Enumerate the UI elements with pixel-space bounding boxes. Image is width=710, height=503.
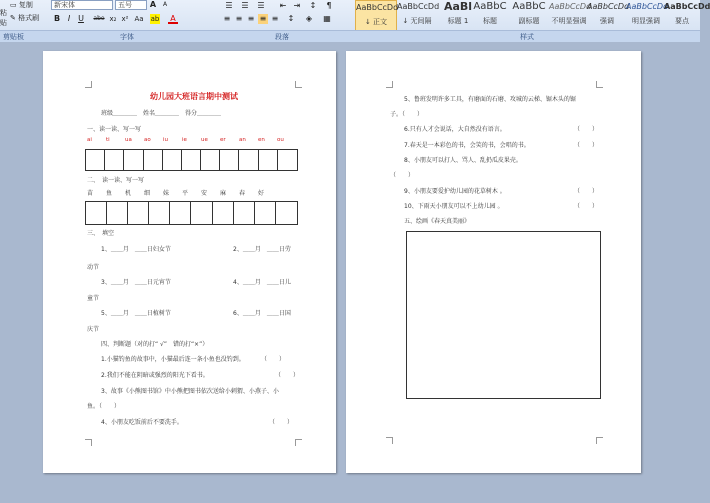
fill-item-2-cont: 动节 xyxy=(87,264,100,271)
writing-grid-1 xyxy=(85,149,298,171)
pinyin-label: ua xyxy=(125,137,132,143)
align-center-icon[interactable]: ≡ xyxy=(235,14,243,23)
increase-indent-icon[interactable]: ⇥ xyxy=(293,1,301,10)
pinyin-label: ie xyxy=(182,137,187,143)
document-page-2[interactable] xyxy=(346,51,641,473)
judge-item-2: 2.我们不能在阴暗或强烈的阳光下看书。 xyxy=(101,372,209,379)
multilevel-icon[interactable]: ☰ xyxy=(257,1,265,10)
style-intense-emphasis[interactable]: AaBbCcDd 明显强调 xyxy=(626,2,669,25)
character-label: 好 xyxy=(258,190,265,197)
pinyin-label: ai xyxy=(87,137,92,143)
judge-item-9: 9、小朋友要爱护幼儿园的花草树木 。 xyxy=(404,188,506,195)
borders-icon[interactable]: ▦ xyxy=(323,14,331,23)
judge-item-4: 4、小朋友吃饭前后不要洗手。 xyxy=(101,419,183,426)
underline-button[interactable]: U xyxy=(78,14,84,23)
section-5-heading: 五、绘画《春天真美丽》 xyxy=(404,218,471,225)
character-label: 安 xyxy=(201,190,208,197)
style-no-spacing[interactable]: AaBbCcDd ↓ 无间隔 xyxy=(397,2,440,25)
copy-button[interactable]: ▭ 复制 xyxy=(10,1,33,9)
format-painter-button[interactable]: ✎ 格式刷 xyxy=(10,14,40,22)
style-subtle-emphasis[interactable]: AaBbCcDd 不明显强调 xyxy=(549,2,592,25)
pinyin-label: en xyxy=(258,137,265,143)
margin-mark xyxy=(85,81,92,88)
fill-item-6: 6、＿＿月 ＿＿日国 xyxy=(233,310,291,317)
group-labels-bar xyxy=(0,30,700,42)
character-label: 机 xyxy=(125,190,132,197)
grid-cell xyxy=(170,202,191,224)
character-label: 细 xyxy=(144,190,151,197)
change-case-button[interactable]: Aa xyxy=(134,15,144,23)
grid-cell xyxy=(259,150,278,170)
grid-cell xyxy=(128,202,149,224)
brush-icon: ✎ xyxy=(10,14,16,22)
paragraph-group-label: 段落 xyxy=(275,33,289,41)
style-strong[interactable]: AaBbCcDd 要点 xyxy=(664,2,710,25)
style-subtitle[interactable]: AaBbC 副标题 xyxy=(512,1,546,25)
show-marks-icon[interactable]: ¶ xyxy=(326,1,332,10)
pinyin-label: ou xyxy=(277,137,284,143)
grid-cell xyxy=(105,150,124,170)
grid-cell xyxy=(86,202,107,224)
grid-cell xyxy=(182,150,201,170)
margin-mark xyxy=(85,439,92,446)
judge-item-8: 8、小朋友可以打人、骂人、乱扔瓜皮果壳。 xyxy=(404,157,522,164)
judge-item-6: 6.只有人才会说话，大自然没有语言。 xyxy=(404,126,506,133)
answer-paren: （ ） xyxy=(574,126,599,133)
margin-mark xyxy=(596,81,603,88)
clipboard-group-label: 剪贴板 xyxy=(3,33,24,41)
fill-item-3: 3、＿＿月 ＿＿日元宵节 xyxy=(101,279,171,286)
shading-icon[interactable]: ◈ xyxy=(305,14,313,23)
student-info-line: 班级＿＿＿＿ 姓名＿＿＿＿ 得分＿＿＿＿ xyxy=(101,110,222,117)
grid-cell xyxy=(213,202,234,224)
italic-button[interactable]: I xyxy=(67,14,71,23)
fill-item-4-cont: 童节 xyxy=(87,295,100,302)
styles-group-label: 样式 xyxy=(520,33,534,41)
grid-cell xyxy=(201,150,220,170)
grid-cell xyxy=(234,202,255,224)
grid-cell xyxy=(124,150,143,170)
document-page-1[interactable] xyxy=(43,51,336,473)
grid-cell xyxy=(144,150,163,170)
grid-cell xyxy=(163,150,182,170)
judge-item-5-cont: 子。（ ） xyxy=(390,111,424,118)
answer-paren: （ ） xyxy=(269,419,294,426)
margin-mark xyxy=(386,437,393,444)
font-group-label: 字体 xyxy=(120,33,134,41)
grow-font-button[interactable]: A xyxy=(149,0,157,9)
style-emphasis[interactable]: AaBbCcDd 强调 xyxy=(587,2,630,25)
character-label: 妹 xyxy=(163,190,170,197)
ribbon xyxy=(0,0,710,41)
judge-item-3-cont: 鱼。（ ） xyxy=(87,403,121,410)
answer-paren: （ ） xyxy=(261,356,286,363)
font-color-button[interactable]: A xyxy=(168,14,178,24)
superscript-button[interactable]: x² xyxy=(121,15,129,23)
paste-button[interactable]: 粘贴 xyxy=(0,9,7,27)
grid-cell xyxy=(149,202,170,224)
grid-cell xyxy=(255,202,276,224)
pinyin-label: er xyxy=(220,137,226,143)
answer-paren: （ ） xyxy=(574,142,599,149)
style-heading-1[interactable]: AaBl 标题 1 xyxy=(443,0,473,25)
section-1-heading: 一、读一读、写一写 xyxy=(87,126,142,133)
font-name-select[interactable]: 新宋体 xyxy=(51,0,113,10)
fill-item-2: 2、＿＿月 ＿＿日劳 xyxy=(233,246,291,253)
judge-item-3: 3、故事《小熊图书馆》中小熊把图书依次送给小刺猬、小燕子、小 xyxy=(101,388,279,395)
pinyin-label: ao xyxy=(144,137,151,143)
grid-cell xyxy=(192,202,213,224)
shrink-font-button[interactable]: A xyxy=(162,1,168,8)
bullets-icon[interactable]: ☰ xyxy=(225,1,233,10)
grid-cell xyxy=(239,150,258,170)
judge-item-7: 7.春天是一本彩色的书，会笑的书，会唱的书。 xyxy=(404,142,530,149)
margin-mark xyxy=(295,81,302,88)
answer-paren: （ ） xyxy=(275,372,300,379)
judge-item-10: 10、下雨天小朋友可以不上幼儿园 。 xyxy=(404,203,504,210)
answer-paren: （ ） xyxy=(574,203,599,210)
judge-item-5: 5、鲁班发明许多工具，有磨面的石磨、攻城的云梯、锯木头的锯 xyxy=(404,96,576,103)
subscript-button[interactable]: x₂ xyxy=(109,15,117,23)
character-label: 麻 xyxy=(220,190,227,197)
decrease-indent-icon[interactable]: ⇤ xyxy=(279,1,287,10)
grid-cell xyxy=(107,202,128,224)
judge-item-1: 1.小猫钓鱼的故事中，小猫最后连一条小鱼也没钓到。 xyxy=(101,356,245,363)
margin-mark xyxy=(596,437,603,444)
character-label: 苗 xyxy=(87,190,94,197)
bold-button[interactable]: B xyxy=(53,14,61,23)
judge-item-8-cont: （ ） xyxy=(390,172,415,179)
grid-cell xyxy=(86,150,105,170)
writing-grid-2 xyxy=(85,201,298,225)
pinyin-label: an xyxy=(239,137,246,143)
strikethrough-button[interactable]: abe xyxy=(93,15,105,22)
fill-item-6-cont: 庆节 xyxy=(87,326,100,333)
character-label: 平 xyxy=(182,190,189,197)
numbering-icon[interactable]: ☰ xyxy=(241,1,249,10)
character-label: 春 xyxy=(239,190,246,197)
fill-item-4: 4、＿＿月 ＿＿日儿 xyxy=(233,279,291,286)
pinyin-label: ue xyxy=(201,137,208,143)
pinyin-label: ti xyxy=(106,137,110,143)
grid-cell xyxy=(220,150,239,170)
fill-item-1: 1、＿＿月 ＿＿日妇女节 xyxy=(101,246,171,253)
document-title: 幼儿园大班语言期中测试 xyxy=(150,92,238,101)
justify-icon[interactable]: ≡ xyxy=(259,14,267,23)
drawing-box[interactable] xyxy=(406,231,601,399)
section-3-heading: 三、 填空 xyxy=(87,230,115,237)
line-spacing-icon[interactable]: ↕ xyxy=(287,14,295,23)
align-right-icon[interactable]: ≡ xyxy=(247,14,255,23)
style-title[interactable]: AaBbC 标题 xyxy=(473,1,507,25)
sort-icon[interactable]: ↕ xyxy=(309,1,317,10)
section-2-heading: 二、 读一读、写一写 xyxy=(87,177,145,184)
font-size-select[interactable]: 五号 xyxy=(115,0,147,10)
pinyin-label: iu xyxy=(163,137,169,143)
highlight-button[interactable]: ab xyxy=(150,15,160,23)
section-4-heading: 四、判断题（对的打“ √” 错的打“×”） xyxy=(101,341,209,348)
copy-icon: ▭ xyxy=(10,1,17,9)
margin-mark xyxy=(386,81,393,88)
character-label: 鱼 xyxy=(106,190,113,197)
align-left-icon[interactable]: ≡ xyxy=(223,14,231,23)
distributed-icon[interactable]: ≡ xyxy=(271,14,279,23)
fill-item-5: 5、＿＿月 ＿＿日植树节 xyxy=(101,310,171,317)
margin-mark xyxy=(295,439,302,446)
style-normal[interactable]: AaBbCcDd ↓ 正文 xyxy=(355,0,397,32)
answer-paren: （ ） xyxy=(574,188,599,195)
